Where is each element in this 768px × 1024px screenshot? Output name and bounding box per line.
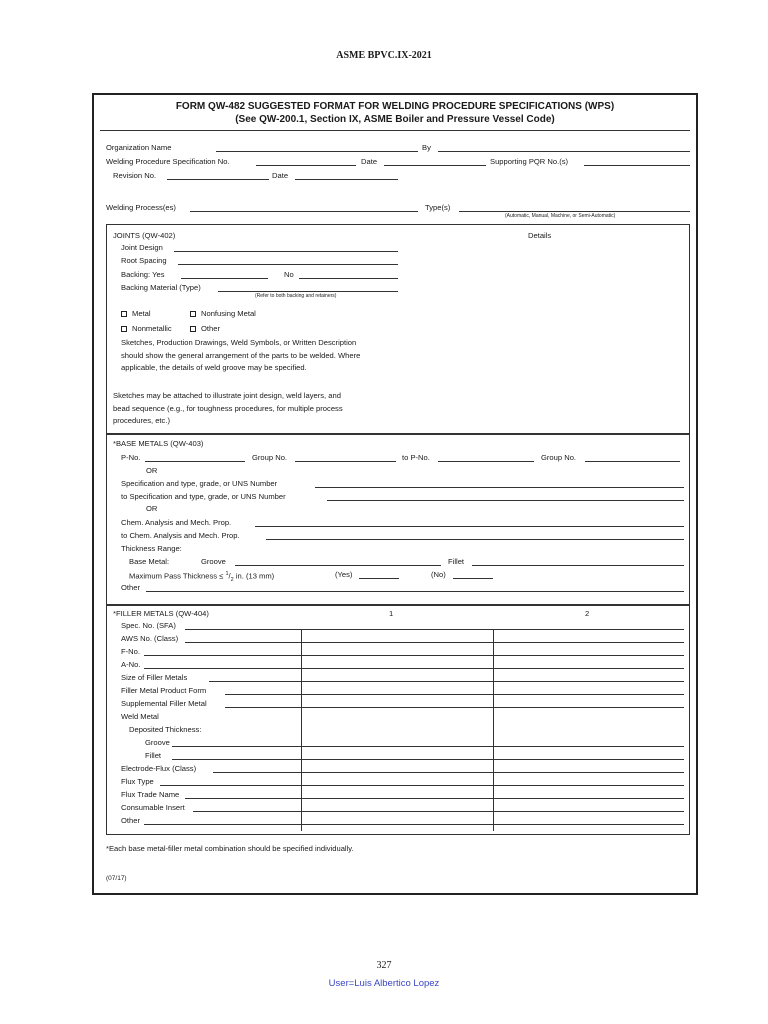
revision-date-field[interactable]	[295, 179, 398, 180]
date-field[interactable]	[384, 165, 486, 166]
filler-row-label: Flux Trade Name	[121, 790, 180, 799]
or-1: OR	[146, 466, 158, 475]
filler-divider-1	[301, 629, 302, 831]
joints-title: JOINTS (QW-402)	[113, 231, 176, 240]
sketches-note-line2: bead sequence (e.g., for toughness procedures, for multiple process	[113, 403, 343, 413]
filler-row-label: Groove	[145, 738, 170, 747]
by-label: By	[422, 143, 431, 152]
types-field[interactable]	[459, 211, 690, 212]
root-spacing-field[interactable]	[178, 264, 398, 265]
nonfusing-metal-checkbox[interactable]	[190, 311, 196, 317]
backing-material-field[interactable]	[218, 291, 398, 292]
organization-name-label: Organization Name	[106, 143, 172, 152]
base-other-field[interactable]	[146, 591, 684, 592]
nonfusing-metal-label: Nonfusing Metal	[201, 309, 256, 318]
spec-field[interactable]	[315, 487, 684, 488]
details-label: Details	[528, 231, 552, 240]
max-pass-thickness-label: Maximum Pass Thickness ≤ $^1/_2$ in. (13 mm)	[129, 571, 275, 584]
types-label: Type(s)	[425, 203, 451, 212]
joints-instructions-line2: should show the general arrangement of the parts to be welded. Where	[121, 350, 361, 360]
group-no2-field[interactable]	[585, 461, 680, 462]
wps-no-label: Welding Procedure Specification No.	[106, 157, 230, 166]
nonmetallic-checkbox[interactable]	[121, 326, 127, 332]
welding-processes-label: Welding Process(es)	[106, 203, 176, 212]
max-pass-prefix: Maximum Pass Thickness ≤	[129, 571, 226, 581]
filler-row-label: AWS No. (Class)	[121, 634, 179, 643]
to-chem-label: to Chem. Analysis and Mech. Prop.	[121, 531, 240, 540]
filler-row-field[interactable]	[193, 811, 684, 812]
p-no-label: P-No.	[121, 453, 141, 462]
filler-row-field[interactable]	[144, 668, 684, 669]
joint-design-field[interactable]	[174, 251, 398, 252]
filler-row-label: Fillet	[145, 751, 162, 760]
supporting-pqr-label: Supporting PQR No.(s)	[490, 157, 569, 166]
chem-field[interactable]	[255, 526, 684, 527]
metal-checkbox[interactable]	[121, 311, 127, 317]
filler-metals-section	[106, 605, 690, 835]
filler-row-label: Deposited Thickness:	[129, 725, 202, 734]
filler-row-label: Spec. No. (SFA)	[121, 621, 176, 630]
by-field[interactable]	[438, 151, 690, 152]
to-spec-label: to Specification and type, grade, or UNS Number	[121, 492, 286, 501]
revision-code: (07/17)	[106, 875, 127, 882]
filler-row-label: Supplemental Filler Metal	[121, 699, 207, 708]
filler-divider-2	[493, 629, 494, 831]
backing-no-label: No	[284, 270, 294, 279]
fillet-thickness-field[interactable]	[472, 565, 684, 566]
organization-name-field[interactable]	[216, 151, 418, 152]
filler-row-label: Electrode-Flux (Class)	[121, 764, 197, 773]
other-joint-label: Other	[201, 324, 220, 333]
revision-date-label: Date	[272, 171, 289, 180]
filler-row-label: A-No.	[121, 660, 141, 669]
root-spacing-label: Root Spacing	[121, 256, 167, 265]
max-pass-yes-field[interactable]	[359, 578, 399, 579]
max-pass-no-label: (No)	[431, 570, 446, 579]
to-chem-field[interactable]	[266, 539, 684, 540]
filler-row-field[interactable]	[185, 642, 684, 643]
joints-instructions-line1: Sketches, Production Drawings, Weld Symbols, or Written Description	[121, 338, 357, 347]
to-spec-field[interactable]	[327, 500, 684, 501]
filler-col2-header: 2	[585, 609, 590, 618]
filler-row-field[interactable]	[160, 785, 684, 786]
filler-row-label: F-No.	[121, 647, 140, 656]
supporting-pqr-field[interactable]	[584, 165, 690, 166]
form-subtitle: (See QW-200.1, Section IX, ASME Boiler and Pressure Vessel Code)	[235, 114, 555, 125]
filler-row-field[interactable]	[213, 772, 684, 773]
title-divider	[100, 130, 690, 131]
filler-row-label: Other	[121, 816, 140, 825]
filler-row-field[interactable]	[209, 681, 684, 682]
sketches-note	[113, 390, 403, 428]
nonmetallic-label: Nonmetallic	[132, 324, 172, 333]
chem-label: Chem. Analysis and Mech. Prop.	[121, 518, 232, 527]
joint-design-label: Joint Design	[121, 243, 163, 252]
max-pass-no-field[interactable]	[453, 578, 493, 579]
groove-thickness-field[interactable]	[235, 565, 441, 566]
form-title: FORM QW-482 SUGGESTED FORMAT FOR WELDING PROCEDURE SPECIFICATIONS (WPS)	[175, 101, 615, 112]
joints-instructions	[121, 337, 411, 375]
fillet-label: Fillet	[448, 557, 465, 566]
thickness-range-label: Thickness Range:	[121, 544, 182, 553]
joints-instructions-line3: applicable, the details of weld groove may be specified.	[121, 363, 307, 372]
filler-row-label: Filler Metal Product Form	[121, 686, 207, 695]
groove-label: Groove	[201, 557, 226, 566]
max-pass-frac-den: 2	[230, 577, 234, 584]
user-watermark: User=Luis Albertico Lopez	[328, 978, 440, 989]
filler-row-field[interactable]	[144, 655, 684, 656]
filler-row-field[interactable]	[144, 824, 684, 825]
filler-row-field[interactable]	[225, 707, 684, 708]
filler-col1-header: 1	[389, 609, 394, 618]
p-no-field[interactable]	[145, 461, 245, 462]
base-metals-title: *BASE METALS (QW-403)	[113, 439, 204, 448]
sketches-note-line3: procedures, etc.)	[113, 416, 170, 425]
spec-label: Specification and type, grade, or UNS Number	[121, 479, 278, 488]
max-pass-yes-label: (Yes)	[335, 570, 353, 579]
welding-processes-field[interactable]	[190, 211, 418, 212]
revision-no-label: Revision No.	[113, 171, 157, 180]
max-pass-frac-num: 1	[225, 571, 229, 577]
wps-form	[92, 93, 698, 895]
backing-material-label: Backing Material (Type)	[121, 283, 201, 292]
filler-row-label: Weld Metal	[121, 712, 159, 721]
base-other-label: Other	[121, 583, 140, 592]
page-number: 327	[376, 960, 392, 971]
revision-no-field[interactable]	[167, 179, 269, 180]
to-p-no-field[interactable]	[438, 461, 534, 462]
max-pass-suffix: in. (13 mm)	[233, 571, 275, 581]
other-joint-checkbox[interactable]	[190, 326, 196, 332]
filler-row-label: Flux Type	[121, 777, 154, 786]
backing-yes-field[interactable]	[181, 278, 268, 279]
group-no-label: Group No.	[252, 453, 288, 462]
filler-row-field[interactable]	[172, 759, 684, 760]
backing-note: (Refer to both backing and retainers)	[255, 293, 337, 299]
group-no-field[interactable]	[295, 461, 396, 462]
date-label: Date	[361, 157, 378, 166]
filler-row-label: Size of Filler Metals	[121, 673, 188, 682]
page-header: ASME BPVC.IX-2021	[336, 50, 432, 61]
footnote: *Each base metal-filler metal combination should be specified individually.	[106, 844, 354, 853]
or-2: OR	[146, 504, 158, 513]
backing-no-field[interactable]	[299, 278, 398, 279]
filler-row-field[interactable]	[185, 629, 684, 630]
filler-row-field[interactable]	[225, 694, 684, 695]
metal-label: Metal	[132, 309, 151, 318]
group-no2-label: Group No.	[541, 453, 577, 462]
wps-no-field[interactable]	[256, 165, 356, 166]
filler-row-field[interactable]	[172, 746, 684, 747]
filler-row-label: Consumable Insert	[121, 803, 185, 812]
filler-row-field[interactable]	[185, 798, 684, 799]
types-note: (Automatic, Manual, Machine, or Semi-Automatic)	[505, 213, 616, 219]
base-metal-label: Base Metal:	[129, 557, 170, 566]
backing-yes-label: Backing: Yes	[121, 270, 165, 279]
sketches-note-line1: Sketches may be attached to illustrate joint design, weld layers, and	[113, 391, 341, 400]
to-p-no-label: to P-No.	[402, 453, 430, 462]
filler-metals-title: *FILLER METALS (QW-404)	[113, 609, 209, 618]
